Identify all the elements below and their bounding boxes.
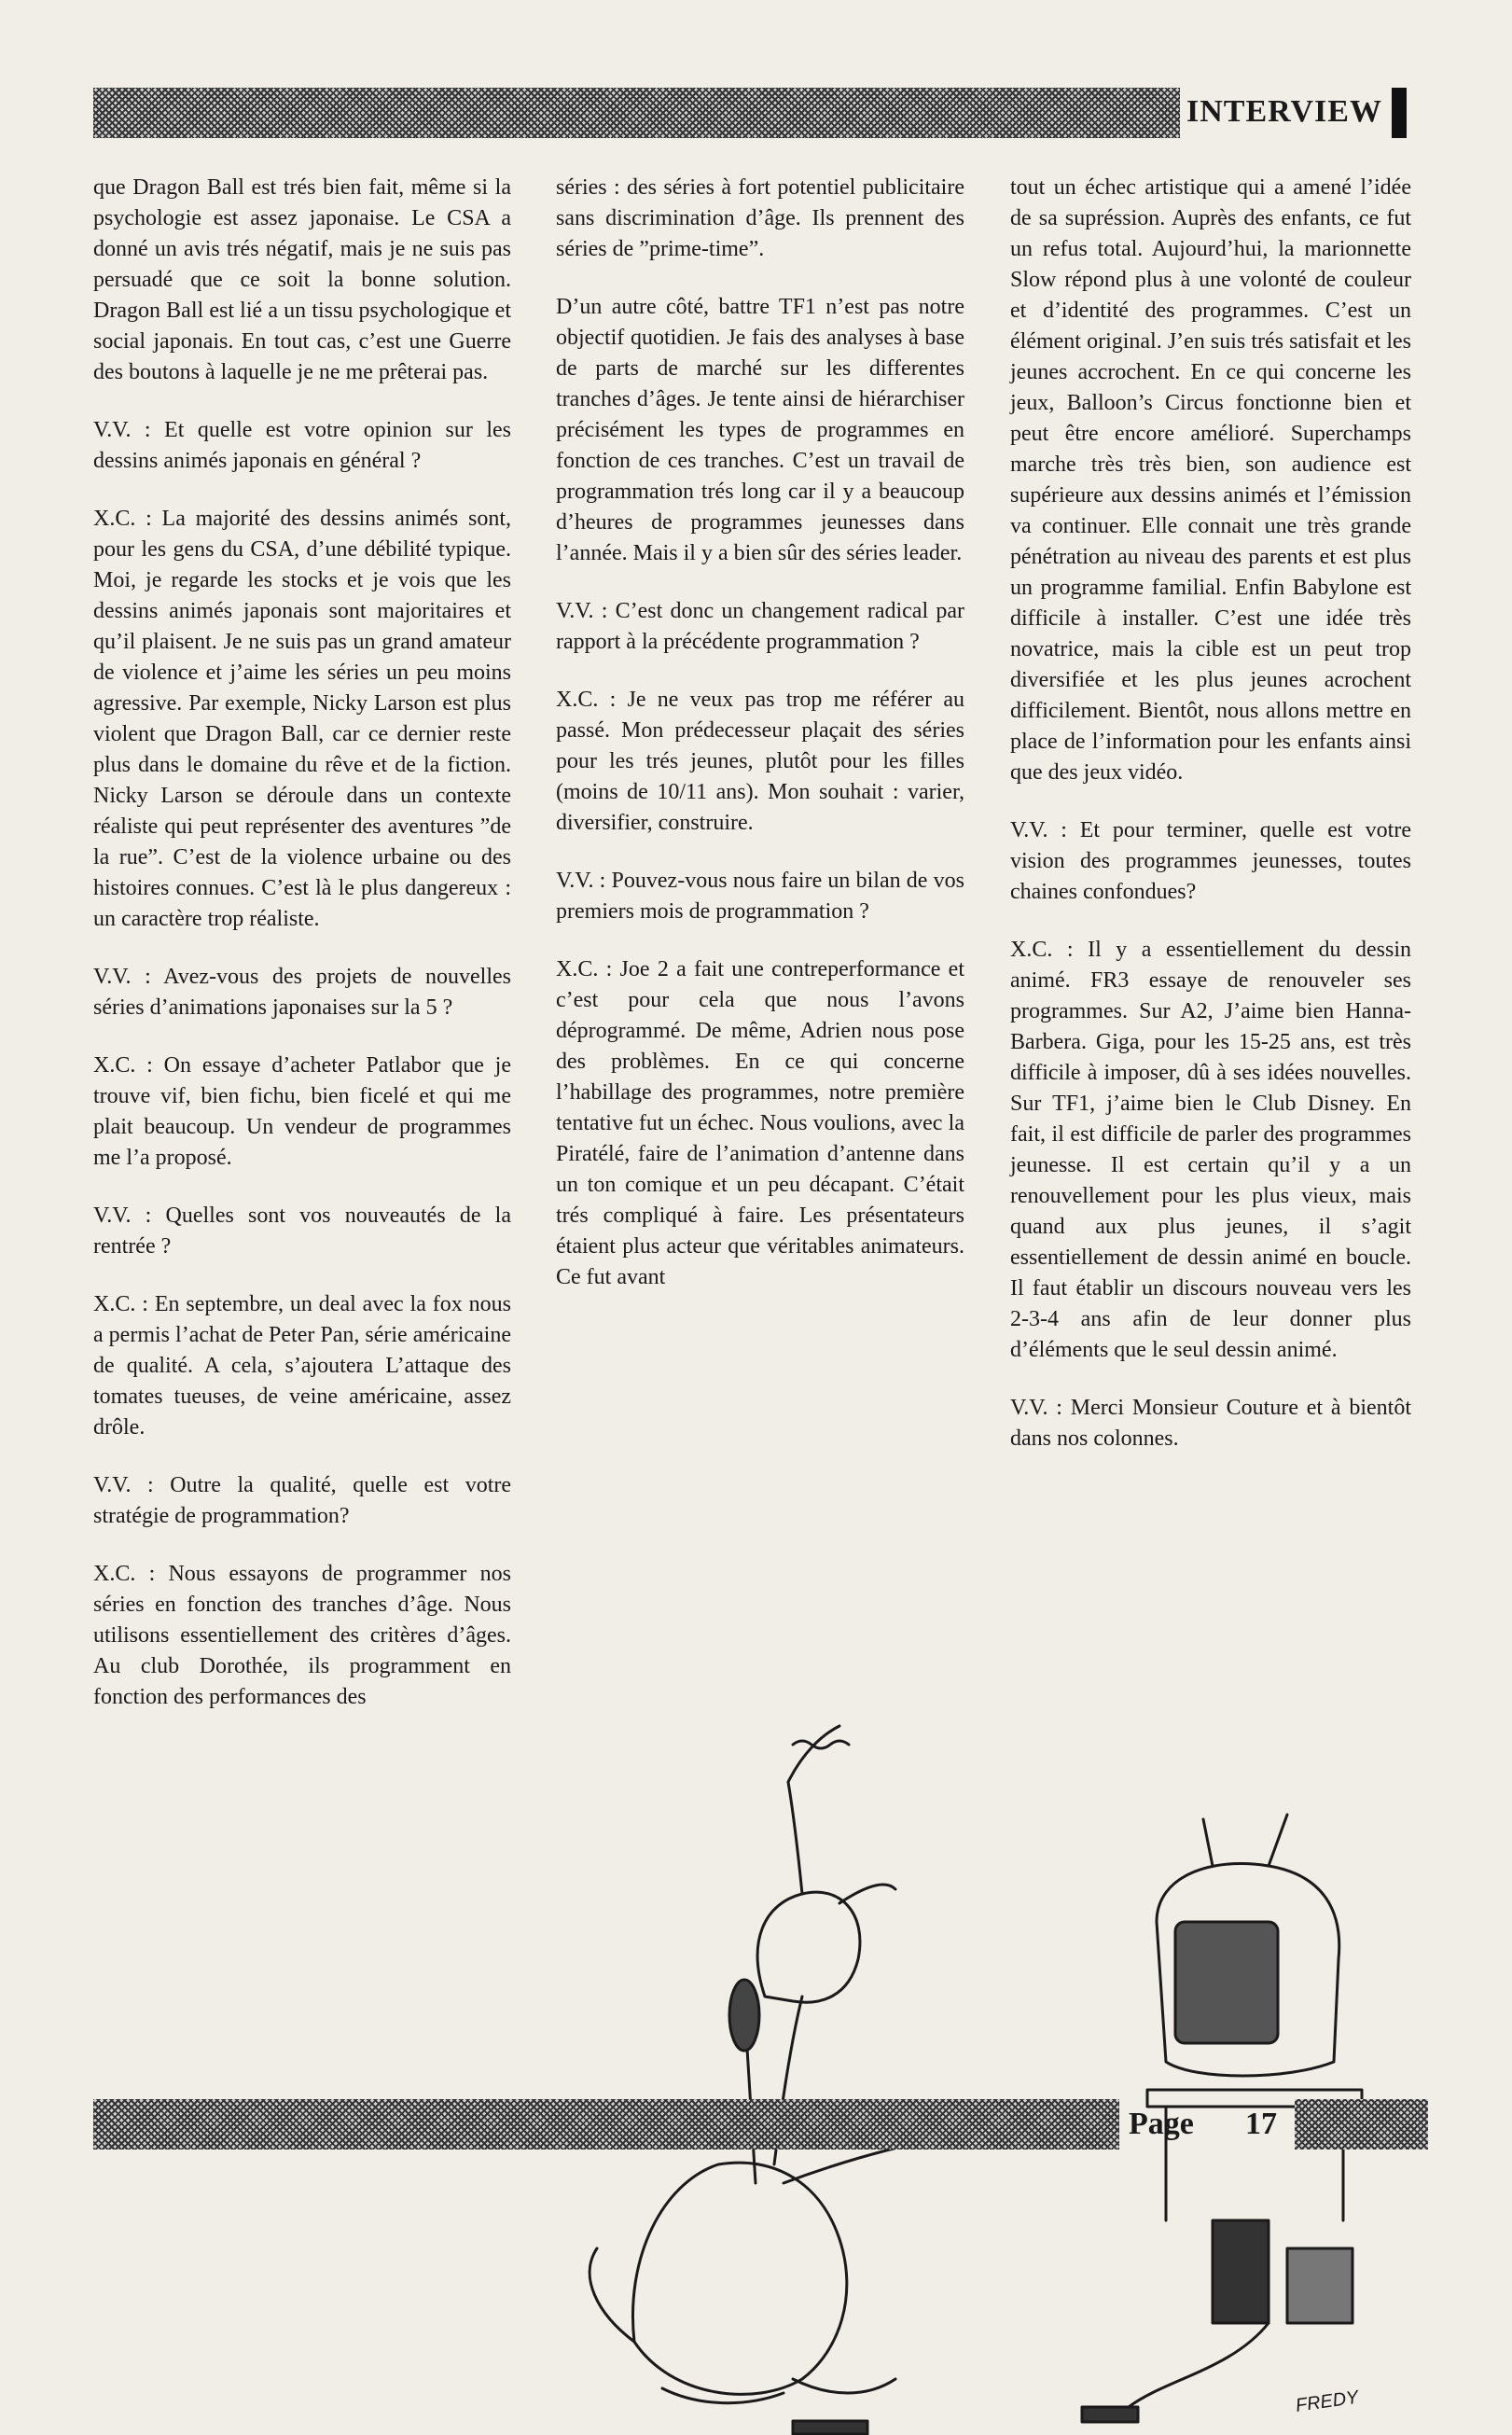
paragraph: X.C. : Il y a essentiellement du dessin animé. FR3 essaye de renouveler ses programmes. Sur A2, J’aime bien Hanna-Barbera. Giga, pour les 15-25 ans, est très difficile à imposer, dû à ses idées nouvelles. Sur TF1, j’aime bien le Club Disney. En fait, il est difficile de parler des programmes jeunesse. Il est certain qu’il y a un renouvellement pour les plus vieux, mais quand aux plus jeunes, il s’agit essentiellement de dessin animé en boucle. Il faut établir un discours nouveau vers les 2-3-4 ans afin de leur donner plus d’éléments que le seul dessin animé. (1010, 938, 1411, 1362)
paragraph: D’un autre côté, battre TF1 n’est pas notre objectif quotidien. Je fais des analyses à base de parts de marché sur les differentes tranches d’âges. Je tente ainsi de hiérarchiser précisément les types de programmes en fonction de ces tranches. C’est un travail de programmation trés long car il y a beaucoup d’heures de programmes jeunesses dans l’année. Mais il y a bien sûr des séries leader. (556, 295, 964, 565)
footer-hatched-band (93, 2099, 1119, 2150)
paragraph: X.C. : Nous essayons de programmer nos séries en fonction des tranches d’âge. Nous utilisons essentiellement des critères d’âges. Au club Dorothée, ils programment en fonction des performances des (93, 1562, 511, 1709)
footer-end-band (1295, 2099, 1428, 2150)
creature-tail (590, 2248, 634, 2342)
spring (793, 1741, 849, 1748)
text-column-3 (1010, 173, 1411, 1482)
paragraph: V.V. : Outre la qualité, quelle est votre stratégie de programmation? (93, 1473, 511, 1528)
header-hatched-band (93, 88, 1180, 138)
paragraph: V.V. : Et quelle est votre opinion sur les dessins animés japonais en général ? (93, 418, 511, 473)
page-number: 17 (1245, 2107, 1277, 2141)
paragraph: V.V. : Quelles sont vos nouveautés de la rentrée ? (93, 1204, 511, 1259)
paragraph: X.C. : Joe 2 a fait une contreperformance et c’est pour cela que nous l’avons déprogrammé. De même, Adrien nous pose des problèmes. En ce qui concerne l’habillage des programmes, notre première tentative fut un échec. Nous voulions, avec la Piratélé, faire de l’animation d’antenne dans un ton comique et un peu décapant. C’était trés compliqué à faire. Les présentateurs étaient plus acteur que véritables animateurs. Ce fut avant (556, 957, 964, 1289)
head-antenna (788, 1726, 839, 1894)
creature-snout (839, 1885, 895, 1903)
text-column-1 (93, 173, 511, 1740)
paragraph: V.V. : Pouvez-vous nous faire un bilan de vos premiers mois de programmation ? (556, 869, 964, 924)
creature-head (757, 1892, 860, 2002)
paragraph: X.C. : En septembre, un deal avec la fox nous a permis l’achat de Peter Pan, série américaine de qualité. A cela, s’ajoutera L’attaque des tomates tueuses, de veine américaine, assez drôle. (93, 1292, 511, 1440)
paragraph: séries : des séries à fort potentiel publicitaire sans discrimination d’âge. Ils prennent des séries de ”prime-time”. (556, 175, 964, 261)
paragraph: V.V. : Avez-vous des projets de nouvelles séries d’animations japonaises sur la 5 ? (93, 965, 511, 1020)
speaker-box (1213, 2220, 1269, 2323)
tv-screen (1175, 1922, 1278, 2043)
floor-brick (793, 2421, 867, 2434)
text-column-2 (556, 173, 964, 1320)
cartoon-illustration (560, 1511, 1418, 2435)
cable (1129, 2323, 1269, 2407)
paragraph: V.V. : Merci Monsieur Couture et à bientôt dans nos colonnes. (1010, 1396, 1411, 1451)
speaker-box-2 (1287, 2248, 1352, 2323)
paragraph: V.V. : C’est donc un changement radical par rapport à la précédente programmation ? (556, 599, 964, 654)
creature-body (632, 2163, 846, 2394)
floor-brick-2 (1082, 2407, 1138, 2422)
tv-antenna (1203, 1815, 1287, 1866)
paragraph: que Dragon Ball est trés bien fait, même si la psychologie est assez japonaise. Le CSA a donné un avis trés négatif, mais je ne suis pas persuadé que ce soit la bonne solution. Dragon Ball est lié a un tissu psychologique et social japonais. En tout cas, c’est une Guerre des boutons à laquelle je ne me prêterai pas. (93, 175, 511, 384)
page-label: Page (1129, 2107, 1194, 2141)
paragraph: X.C. : Je ne veux pas trop me référer au passé. Mon prédecesseur plaçait des séries pour les trés jeunes, plutôt pour les filles (moins de 10/11 ans). Mon souhait : varier, diversifier, construire. (556, 688, 964, 835)
paragraph: V.V. : Et pour terminer, quelle est votre vision des programmes jeunesses, toutes chaines confondues? (1010, 818, 1411, 904)
creature-feet (662, 2379, 895, 2403)
artist-signature: FREDY (1294, 2386, 1360, 2416)
paragraph: X.C. : On essaye d’acheter Patlabor que je trouve vif, bien fichu, bien ficelé et qui me plait beaucoup. Un vendeur de programmes me l’a proposé. (93, 1053, 511, 1170)
paragraph: tout un échec artistique qui a amené l’idée de sa supréssion. Auprès des enfants, ce fut un refus total. Aujourd’hui, la marionnette Slow répond plus à une volonté de couleur et d’identité des programmes. C’est un élément original. J’en suis trés satisfait et les jeunes accrochent. En ce qui concerne les jeux, Balloon’s Circus fonctionne bien et peut être encore amélioré. Superchamps marche très très bien, son audience est supérieure aux dessins animés et l’émission va continuer. Elle connait une très grande pénétration au niveau des parents et est plus un programme familial. Enfin Babylone est difficile à installer. C’est une idée très novatrice, mais la cible est un peut trop diversifiée et les plus jeunes acrochent difficilement. Bientôt, nous allons mettre en place de l’information pour les enfants ainsi que des jeux vidéo. (1010, 175, 1411, 785)
header-end-bar (1392, 88, 1407, 138)
paragraph: X.C. : La majorité des dessins animés sont, pour les gens du CSA, d’une débilité typique. Moi, je regarde les stocks et je vois que les dessins animés japonais sont majoritaires et qu’il plaisent. Je ne suis pas un grand amateur de violence et j’aime les séries un peu moins agressive. Par exemple, Nicky Larson est plus violent que Dragon Ball, car ce dernier reste plus dans le domaine du rêve et de la fiction. Nicky Larson se déroule dans un contexte réaliste qui peut représenter des aventures ”de la rue”. C’est de la violence urbaine ou des histoires connues. C’est là le plus dangereux : un caractère trop réaliste. (93, 507, 511, 931)
section-title: INTERVIEW (1186, 94, 1382, 129)
brush-head (729, 1980, 759, 2051)
